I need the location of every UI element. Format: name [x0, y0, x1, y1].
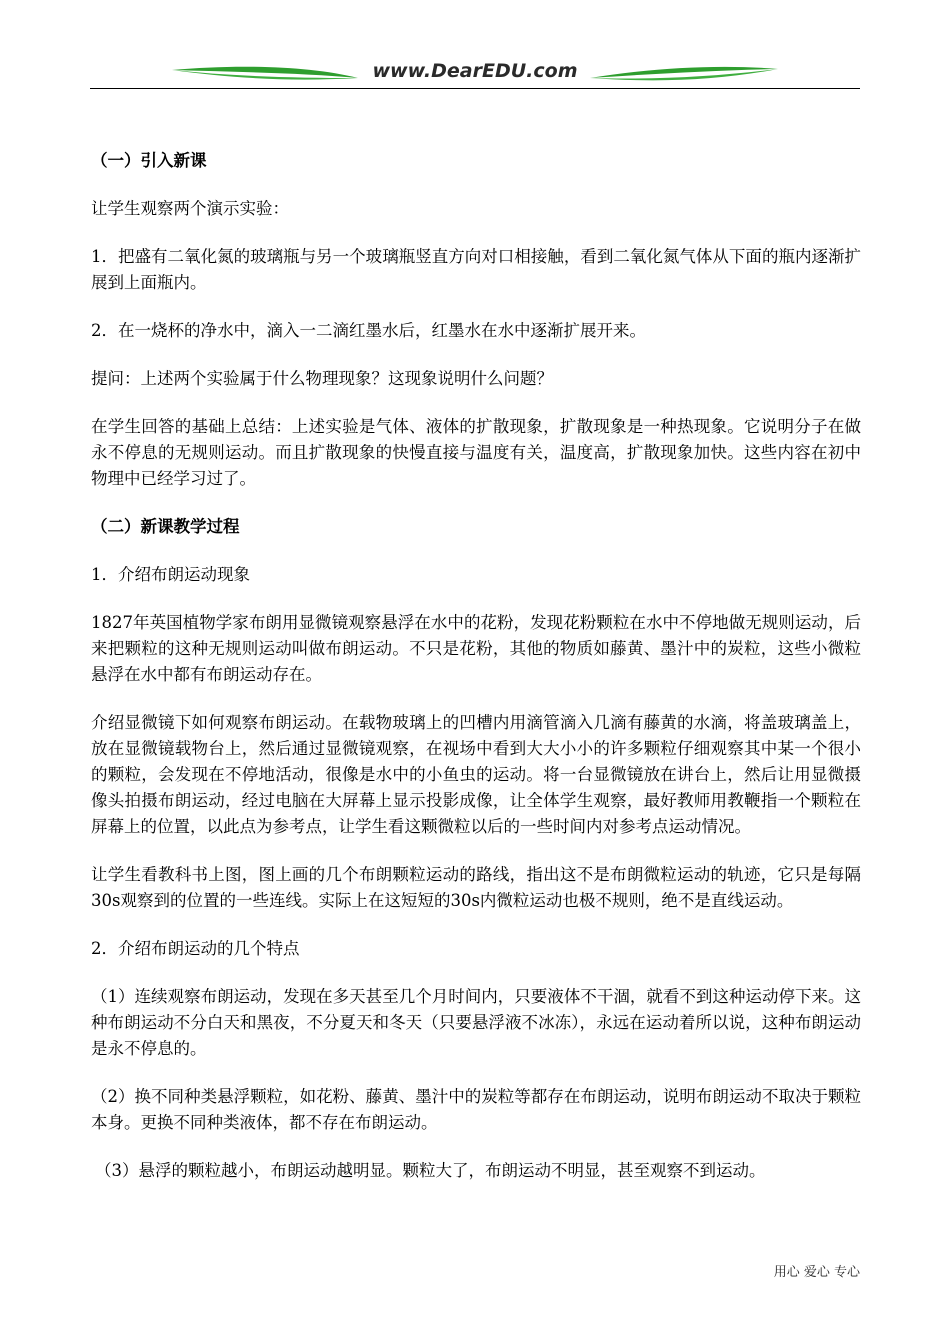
- paragraph: （3）悬浮的颗粒越小，布朗运动越明显。颗粒大了，布朗运动不明显，甚至观察不到运动。: [95, 1161, 766, 1180]
- paragraph: 2．介绍布朗运动的几个特点: [91, 939, 300, 958]
- site-logo-text: www.DearEDU.com: [372, 60, 578, 82]
- section-heading: （一）引入新课: [91, 151, 207, 170]
- paragraph: 在学生回答的基础上总结：上述实验是气体、液体的扩散现象，扩散现象是一种热现象。它说明分子在做永不停息的无规则运动。而且扩散现象的快慢直接与温度有关，温度高，扩散现象加快。这些内容在初中物理中已经学习过了。: [91, 417, 861, 488]
- document-body: [91, 148, 861, 1206]
- paragraph: 让学生看教科书上图，图上画的几个布朗颗粒运动的路线，指出这不是布朗微粒运动的轨迹，它只是每隔30s观察到的位置的一些连线。实际上在这短短的30s内微粒运动也极不规则，绝不是直线运动。: [91, 865, 861, 910]
- paragraph: （1）连续观察布朗运动，发现在多天甚至几个月时间内，只要液体不干涸，就看不到这种运动停下来。这种布朗运动不分白天和黑夜，不分夏天和冬天（只要悬浮液不冰冻），永远在运动着所以说，这种布朗运动是永不停息的。: [91, 987, 861, 1058]
- paragraph: 介绍显微镜下如何观察布朗运动。在载物玻璃上的凹槽内用滴管滴入几滴有藤黄的水滴，将盖玻璃盖上，放在显微镜载物台上，然后通过显微镜观察，在视场中看到大大小小的许多颗粒仔细观察其中某一个很小的颗粒，会发现在不停地活动，很像是水中的小鱼虫的运动。将一台显微镜放在讲台上，然后让用显微摄像头拍摄布朗运动，经过电脑在大屏幕上显示投影成像，让全体学生观察，最好教师用教鞭指一个颗粒在屏幕上的位置，以此点为参考点，让学生看这颗微粒以后的一些时间内对参考点运动情况。: [91, 713, 861, 836]
- page-footer: 用心 爱心 专心: [773, 1265, 860, 1280]
- paragraph: 提问：上述两个实验属于什么物理现象？这现象说明什么问题？: [91, 369, 553, 388]
- paragraph: （2）换不同种类悬浮颗粒，如花粉、藤黄、墨汁中的炭粒等都存在布朗运动，说明布朗运动不取决于颗粒本身。更换不同种类液体，都不存在布朗运动。: [91, 1087, 861, 1132]
- page-header: [90, 56, 860, 92]
- paragraph: 让学生观察两个演示实验：: [91, 199, 289, 218]
- paragraph: 2．在一烧杯的净水中，滴入一二滴红墨水后，红墨水在水中逐渐扩展开来。: [91, 321, 646, 340]
- header-rule: [90, 88, 860, 89]
- paragraph: 1827年英国植物学家布朗用显微镜观察悬浮在水中的花粉，发现花粉颗粒在水中不停地做无规则运动，后来把颗粒的这种无规则运动叫做布朗运动。不只是花粉，其他的物质如藤黄、墨汁中的炭粒，这些小微粒悬浮在水中都有布朗运动存在。: [91, 613, 861, 684]
- section-heading: （二）新课教学过程: [91, 517, 240, 536]
- paragraph: 1．把盛有二氧化氮的玻璃瓶与另一个玻璃瓶竖直方向对口相接触，看到二氧化氮气体从下面的瓶内逐渐扩展到上面瓶内。: [91, 247, 861, 292]
- paragraph: 1．介绍布朗运动现象: [91, 565, 250, 584]
